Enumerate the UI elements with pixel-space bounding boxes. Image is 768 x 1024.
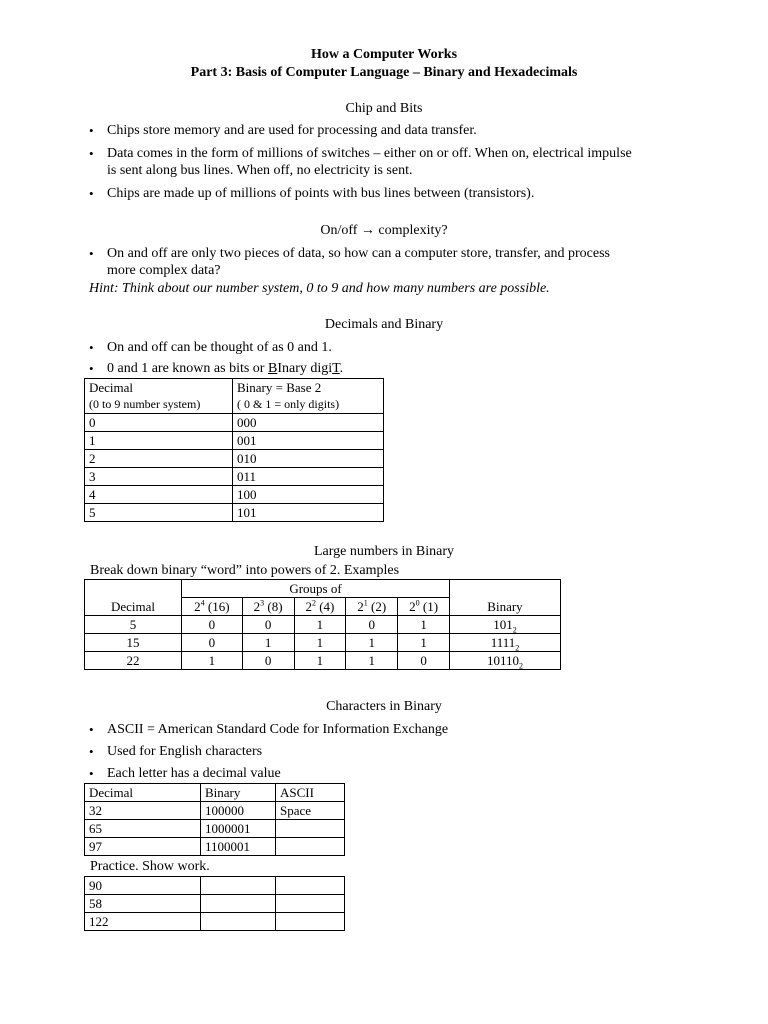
- table-cell: [276, 895, 345, 913]
- col-binary: Binary: [450, 598, 561, 616]
- table-cell: 1: [346, 634, 398, 652]
- table-cell: 1: [398, 616, 450, 634]
- bullet-icon: •: [89, 766, 94, 781]
- table-cell: 000: [233, 414, 384, 432]
- table-row: [85, 450, 384, 468]
- list-item: • Chips store memory and are used for processing and data transfer.: [89, 123, 477, 138]
- table-cell: 0: [85, 414, 233, 432]
- table-cell: 1100001: [201, 838, 276, 856]
- table-row: [85, 634, 561, 652]
- chars-bullets: [89, 721, 729, 782]
- table-cell: 0: [242, 652, 294, 670]
- table-cell: $1111_2$: [450, 634, 561, 652]
- practice-table: [84, 876, 345, 931]
- list-item: • On and off can be thought of as 0 and 1.: [89, 340, 332, 355]
- table-header-cell: [85, 580, 182, 598]
- table-cell: 5: [85, 616, 182, 634]
- list-item: • Used for English characters: [89, 744, 263, 759]
- bullet-icon: •: [89, 361, 94, 376]
- bullet-icon: •: [89, 340, 94, 355]
- table-header-row: [85, 784, 345, 802]
- table-cell: [276, 913, 345, 931]
- table-cell: 2: [85, 450, 233, 468]
- col-power: $2^4$ (16): [182, 598, 243, 616]
- table-row: [85, 895, 345, 913]
- table-cell: 122: [85, 913, 201, 931]
- groups-header: Groups of: [182, 580, 450, 598]
- table-cell: 1: [85, 432, 233, 450]
- col-power: $2^0$ (1): [398, 598, 450, 616]
- table-row: [85, 877, 345, 895]
- table-cell: 15: [85, 634, 182, 652]
- table-cell: 101: [233, 504, 384, 522]
- bullet-icon: •: [89, 246, 94, 261]
- table-cell: [201, 895, 276, 913]
- table-cell: [201, 877, 276, 895]
- table-header-cell: Binary: [201, 784, 276, 802]
- table-cell: 65: [85, 820, 201, 838]
- decbin-bullets: [89, 339, 729, 377]
- table-header-cell: Decimal: [85, 784, 201, 802]
- page-title: How a Computer Works: [310, 47, 458, 62]
- table-row: [85, 913, 345, 931]
- table-cell: [276, 838, 345, 856]
- table-cell: [201, 913, 276, 931]
- bullet-icon: •: [89, 722, 94, 737]
- table-header-cell: [450, 580, 561, 598]
- practice-label: Practice. Show work.: [90, 859, 210, 874]
- heading-chip-and-bits: Chip and Bits: [345, 101, 423, 116]
- table-cell: 32: [85, 802, 201, 820]
- table-header-cell: Binary = Base 2 ( 0 & 1 = only digits): [233, 379, 384, 414]
- table-row: [85, 414, 384, 432]
- table-cell: 4: [85, 486, 233, 504]
- table-cell: [276, 877, 345, 895]
- col-decimal: Decimal: [85, 598, 182, 616]
- table-row: [85, 486, 384, 504]
- table-row: [85, 616, 561, 634]
- bullet-icon: •: [89, 744, 94, 759]
- table-cell: 58: [85, 895, 201, 913]
- table-cell: 011: [233, 468, 384, 486]
- table-cell: 0: [182, 616, 243, 634]
- list-item: • ASCII = American Standard Code for Information Exchange: [89, 722, 449, 737]
- table-cell: 1: [294, 652, 346, 670]
- table-header-row: [85, 379, 384, 414]
- chip-bullets: [89, 122, 729, 202]
- heading-decimals-binary: Decimals and Binary: [324, 317, 444, 332]
- table-cell: 1: [346, 652, 398, 670]
- table-cell: 0: [242, 616, 294, 634]
- table-header-cell: Decimal (0 to 9 number system): [85, 379, 233, 414]
- large-intro: Break down binary “word” into powers of 2. Examples: [90, 563, 400, 578]
- table-cell: 100000: [201, 802, 276, 820]
- table-cell: 1000001: [201, 820, 276, 838]
- table-row: [85, 652, 561, 670]
- list-item: • Each letter has a decimal value: [89, 766, 281, 781]
- table-cell: 010: [233, 450, 384, 468]
- table-cell: Space: [276, 802, 345, 820]
- bullet-icon: •: [89, 123, 94, 138]
- table-row: [85, 838, 345, 856]
- table-cell: 0: [398, 652, 450, 670]
- table-row: [85, 468, 384, 486]
- table-cell: [276, 820, 345, 838]
- table-cell: 90: [85, 877, 201, 895]
- table-row: [85, 802, 345, 820]
- heading-characters-binary: Characters in Binary: [326, 699, 442, 714]
- list-item: • On and off are only two pieces of data, so how can a computer store, transfer, and process more complex data?: [89, 246, 611, 278]
- list-item: • Chips are made up of millions of points with bus lines between (transistors).: [89, 186, 535, 201]
- heading-large-numbers: Large numbers in Binary: [313, 544, 455, 559]
- onoff-bullets: [89, 245, 729, 279]
- table-cell: $101_2$: [450, 616, 561, 634]
- page-subtitle: Part 3: Basis of Computer Language – Binary and Hexadecimals: [190, 65, 578, 80]
- table-row: [85, 504, 384, 522]
- table-row: [85, 820, 345, 838]
- bullet-icon: •: [89, 146, 94, 161]
- table-cell: 001: [233, 432, 384, 450]
- powers-table: [84, 579, 561, 670]
- table-row: [85, 432, 384, 450]
- table-cell: 97: [85, 838, 201, 856]
- table-cell: 5: [85, 504, 233, 522]
- table-cell: 1: [242, 634, 294, 652]
- ascii-table: [84, 783, 345, 856]
- table-header-row: [85, 580, 561, 598]
- hint-text: Hint: Think about our number system, 0 to 9 and how many numbers are possible.: [89, 281, 550, 296]
- table-cell: 0: [346, 616, 398, 634]
- table-cell: 22: [85, 652, 182, 670]
- table-cell: 1: [294, 616, 346, 634]
- table-cell: 1: [182, 652, 243, 670]
- decimal-binary-table: [84, 378, 384, 522]
- list-item: • 0 and 1 are known as bits or BInary digiT.: [89, 361, 344, 376]
- table-cell: 3: [85, 468, 233, 486]
- table-cell: 100: [233, 486, 384, 504]
- table-header-cell: ASCII: [276, 784, 345, 802]
- bullet-icon: •: [89, 186, 94, 201]
- heading-onoff: On/off → complexity?: [320, 223, 448, 238]
- table-cell: 0: [182, 634, 243, 652]
- col-power: $2^1$ (2): [346, 598, 398, 616]
- list-item: • Data comes in the form of millions of switches – either on or off. When on, electrical impulse is sent along bus lines. When off, no electricity is sent.: [89, 146, 632, 178]
- col-power: $2^3$ (8): [242, 598, 294, 616]
- table-cell: $10110_2$: [450, 652, 561, 670]
- table-cell: 1: [398, 634, 450, 652]
- table-cell: 1: [294, 634, 346, 652]
- col-power: $2^2$ (4): [294, 598, 346, 616]
- table-header-row: [85, 598, 561, 616]
